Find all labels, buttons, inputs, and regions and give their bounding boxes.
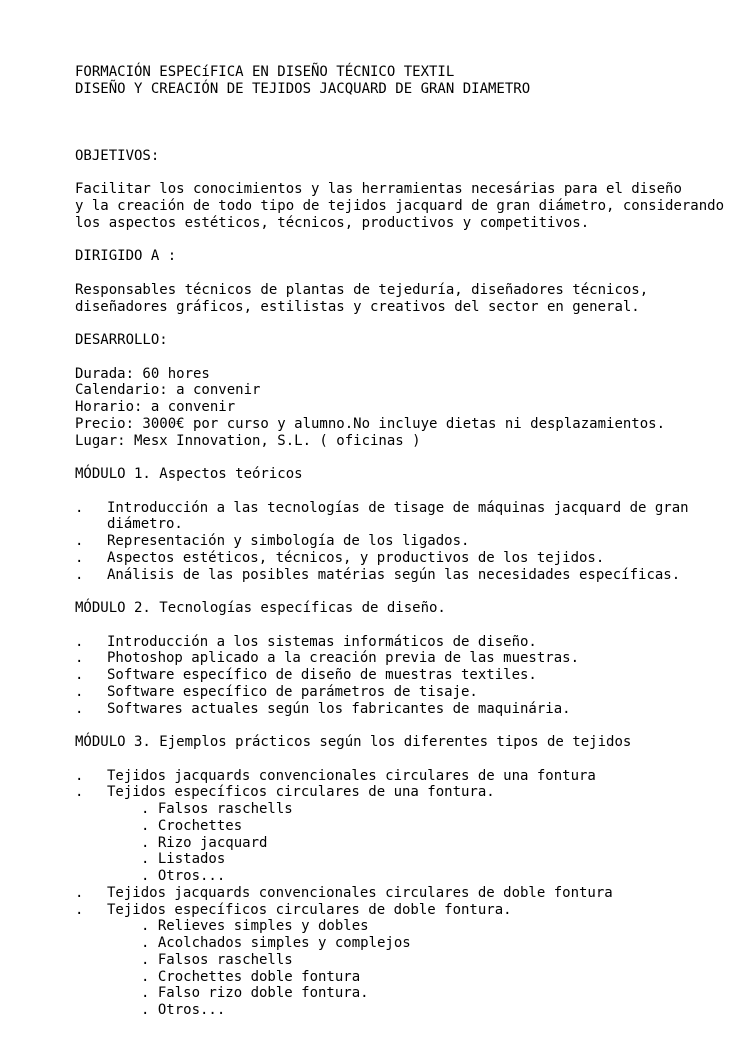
sub-list-item: . Otros...	[141, 1002, 226, 1018]
list-item: . Tejidos jacquards convencionales circulares de una fontura	[75, 767, 596, 784]
objetivos-text-line: Facilitar los conocimientos y las herramientas necesárias para el diseño	[75, 181, 682, 198]
sub-list-item: . Acolchados simples y complejos	[141, 935, 411, 951]
dirigido-heading: DIRIGIDO A :	[75, 248, 177, 265]
bullet-dot: .	[75, 700, 84, 717]
dirigido-text-line: Responsables técnicos de plantas de tejeduría, diseñadores técnicos,	[75, 281, 649, 298]
sub-list-item: . Relieves simples y dobles	[141, 918, 369, 935]
sub-list-item: . Listados	[141, 851, 226, 868]
list-item: . Representación y simbología de los ligados.	[75, 533, 470, 549]
list-item: . Aspectos estéticos, técnicos, y productivos de los tejidos.	[75, 549, 605, 566]
bullet-dot: .	[75, 683, 84, 700]
bullet-dot: .	[75, 784, 84, 801]
bullet-dot: .	[75, 667, 84, 683]
list-item: . Tejidos específicos circulares de una fontura.	[75, 784, 495, 801]
dirigido-text-line: diseñadores gráficos, estilistas y creativos del sector en general.	[75, 298, 640, 315]
bullet-dot: .	[75, 901, 84, 918]
modulo-3-heading: MÓDULO 3. Ejemplos prácticos según los diferentes tipos de tejidos	[75, 734, 632, 750]
desarrollo-schedule: Horario: a convenir	[75, 399, 236, 415]
bullet-dot: .	[75, 566, 84, 583]
list-item: . Photoshop aplicado a la creación previa de las muestras.	[75, 650, 580, 667]
sub-list-item: . Rizo jacquard	[141, 834, 268, 851]
desarrollo-price: Precio: 3000€ por curso y alumno.No incluye dietas ni desplazamientos.	[75, 415, 666, 432]
desarrollo-duration: Durada: 60 hores	[75, 365, 210, 382]
list-item-continuation: diámetro.	[107, 516, 183, 533]
bullet-dot: .	[75, 549, 84, 566]
modulo-2-heading: MÓDULO 2. Tecnologías específicas de diseño.	[75, 600, 446, 616]
sub-list-item: . Falsos raschells	[141, 801, 293, 817]
bullet-dot: .	[75, 650, 84, 667]
list-item: . Software específico de diseño de muestras textiles.	[75, 667, 537, 683]
doc-title-line-2: DISEÑO Y CREACIÓN DE TEJIDOS JACQUARD DE GRAN DIAMETRO	[75, 80, 531, 97]
list-item: . Software específico de parámetros de tisaje.	[75, 683, 478, 700]
bullet-dot: .	[75, 884, 84, 901]
sub-list-item: . Falsos raschells	[141, 951, 293, 968]
list-item: . Tejidos específicos circulares de doble fontura.	[75, 901, 512, 918]
objetivos-text-line: los aspectos estéticos, técnicos, productivos y competitivos.	[75, 214, 590, 231]
desarrollo-heading: DESARROLLO:	[75, 332, 168, 348]
bullet-dot: .	[75, 533, 84, 549]
list-item: . Introducción a las tecnologías de tisage de máquinas jacquard de gran	[75, 499, 689, 516]
sub-list-item: . Crochettes doble fontura	[141, 968, 361, 985]
list-item: . Análisis de las posibles matérias según las necesidades específicas.	[75, 566, 681, 583]
objetivos-heading: OBJETIVOS:	[75, 147, 160, 164]
bullet-dot: .	[75, 767, 84, 784]
doc-title-line-1: FORMACIÓN ESPECíFICA EN DISEÑO TÉCNICO TEXTIL	[75, 64, 455, 80]
sub-list-item: . Otros...	[141, 868, 226, 884]
list-item: . Introducción a los sistemas informáticos de diseño.	[75, 633, 537, 650]
sub-list-item: . Falso rizo doble fontura.	[141, 985, 369, 1002]
bullet-dot: .	[75, 499, 84, 516]
modulo-1-heading: MÓDULO 1. Aspectos teóricos	[75, 466, 303, 482]
desarrollo-location: Lugar: Mesx Innovation, S.L. ( oficinas )	[75, 432, 421, 449]
document-page	[75, 64, 735, 1019]
sub-list-item: . Crochettes	[141, 817, 243, 834]
list-item: . Softwares actuales según los fabricantes de maquinária.	[75, 700, 571, 717]
bullet-dot: .	[75, 633, 84, 650]
objetivos-text-line: y la creación de todo tipo de tejidos jacquard de gran diámetro, considerando	[75, 198, 725, 214]
list-item: . Tejidos jacquards convencionales circulares de doble fontura	[75, 884, 613, 901]
desarrollo-calendar: Calendario: a convenir	[75, 382, 261, 399]
